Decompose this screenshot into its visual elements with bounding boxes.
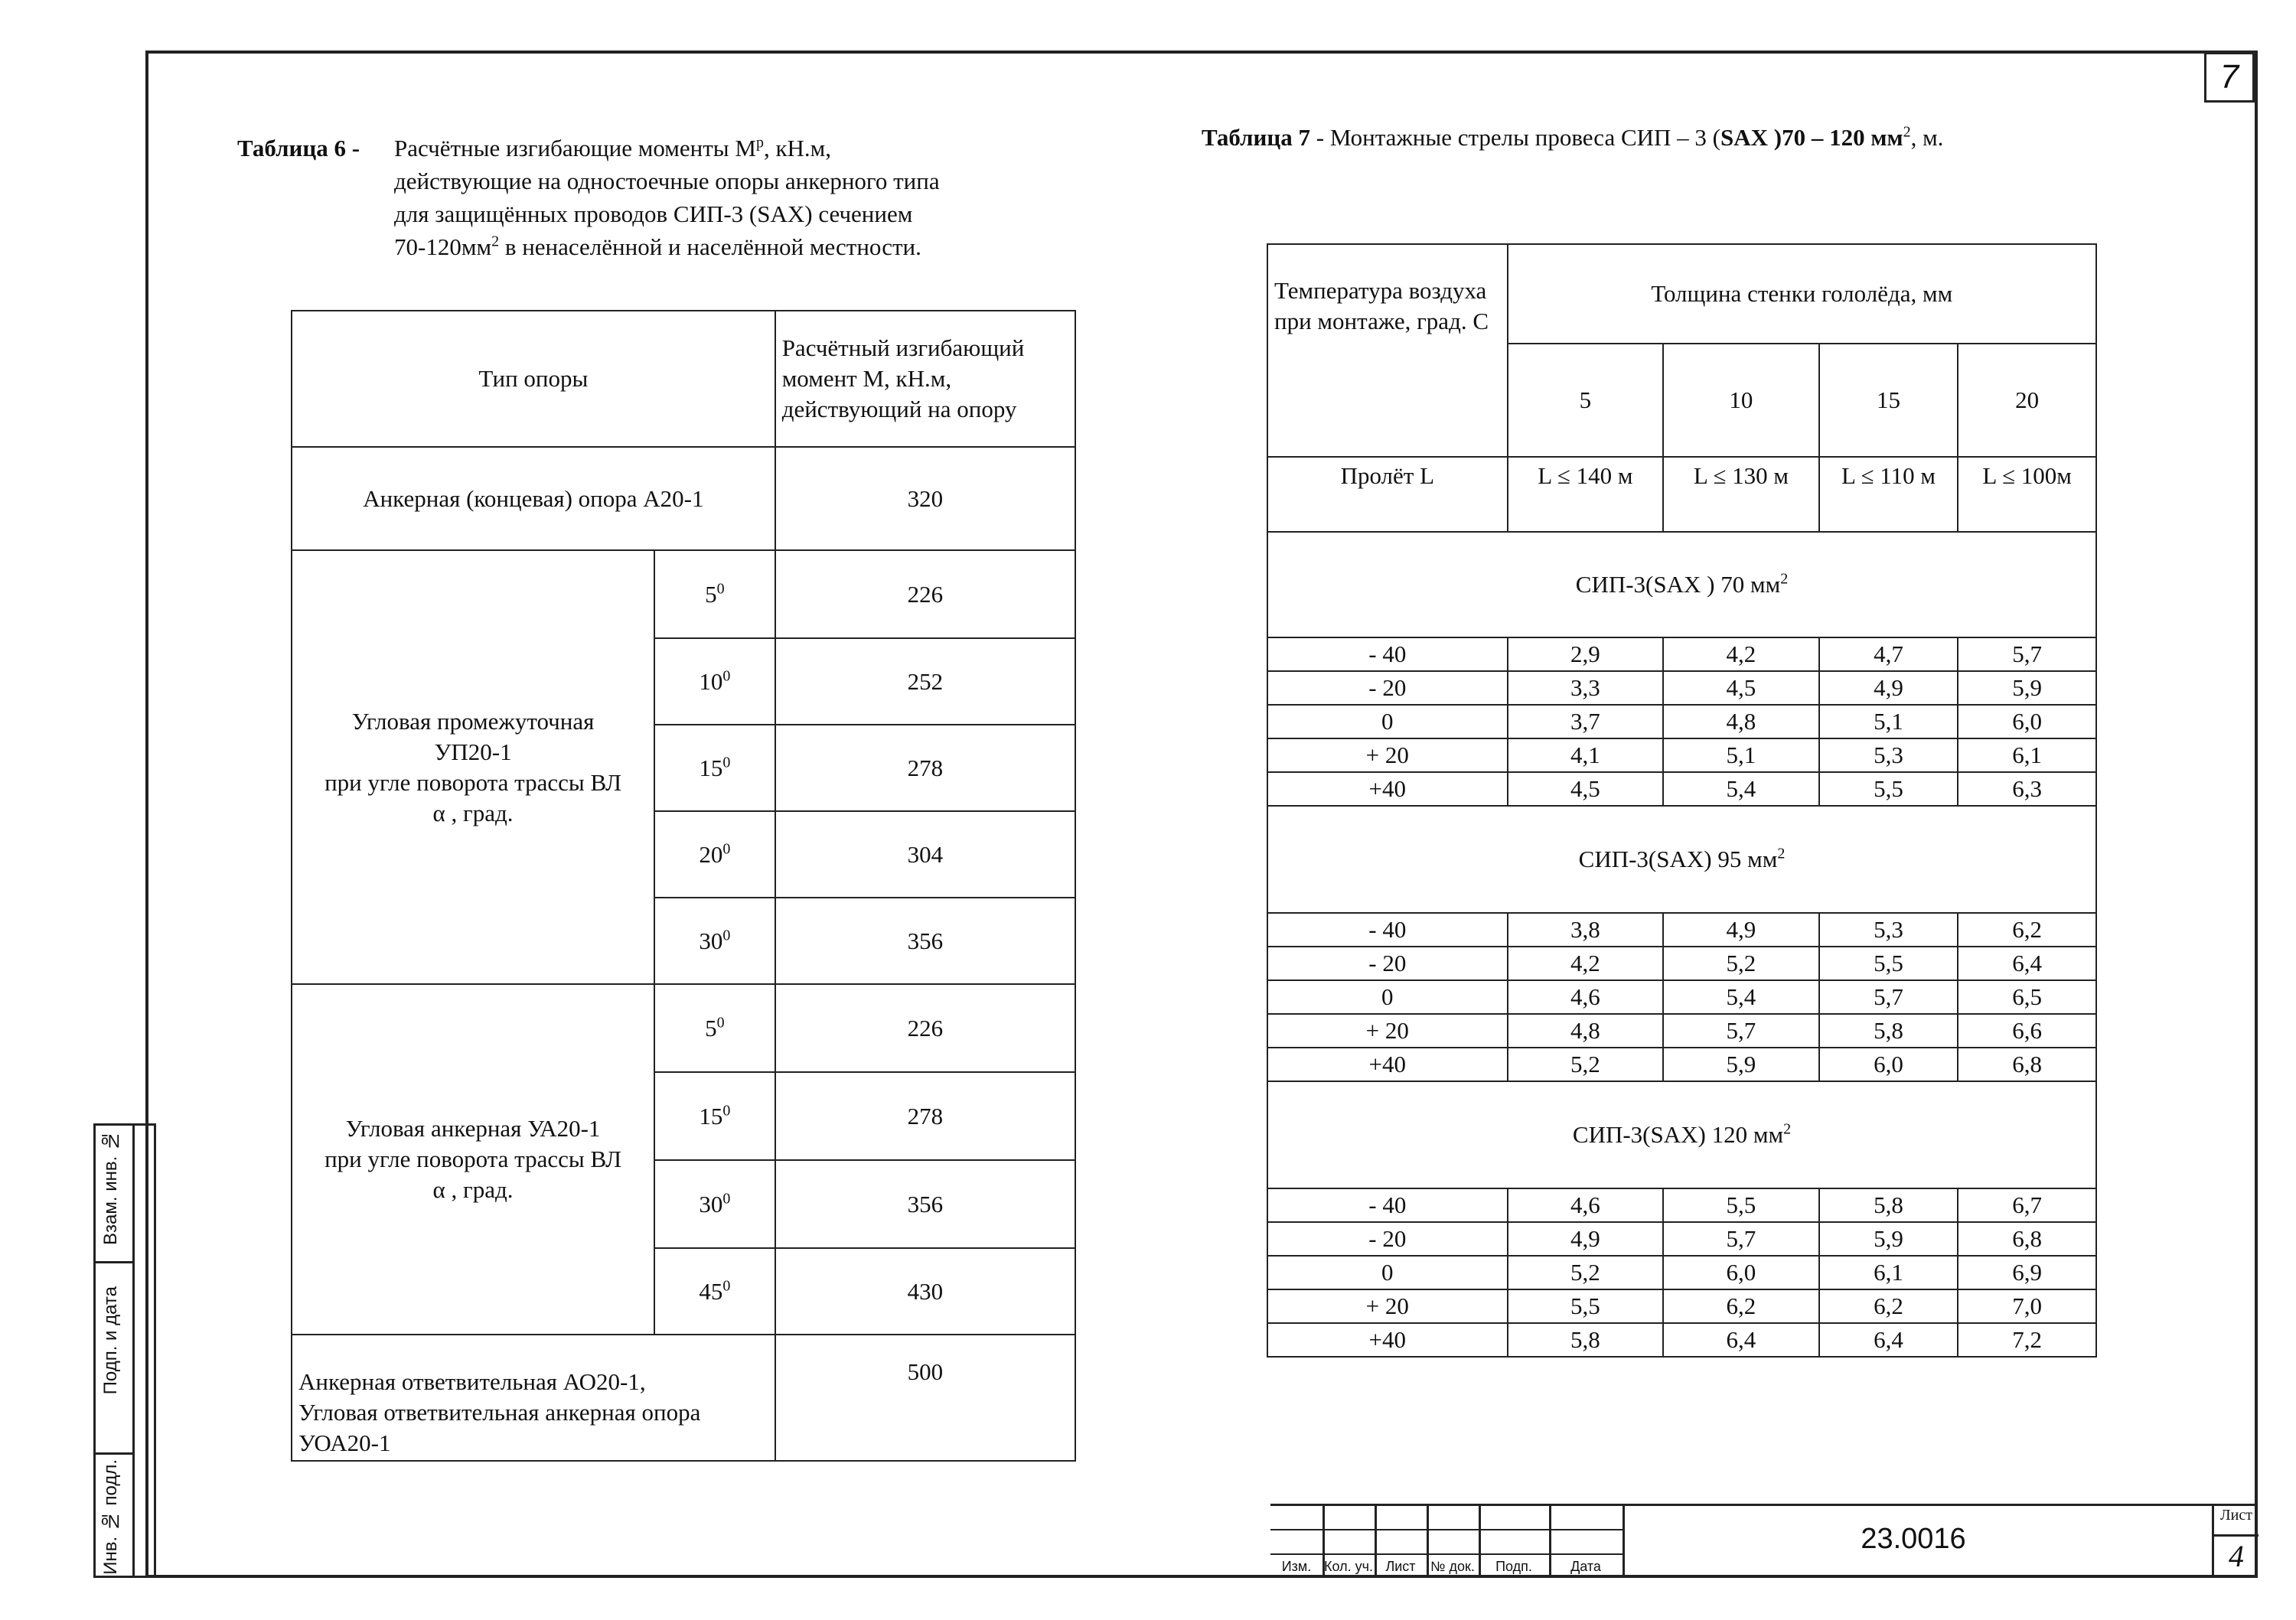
table7-title-text: - Монтажные стрелы провеса СИП – 3 ( bbox=[1310, 124, 1720, 151]
document-code: 23.0016 bbox=[1861, 1523, 1966, 1555]
table7-cell: 5,2 bbox=[1663, 947, 1819, 980]
table7-cell: 6,3 bbox=[1958, 772, 2096, 806]
table7-temp: +40 bbox=[1267, 772, 1508, 806]
table7-cell: 6,6 bbox=[1958, 1014, 2096, 1048]
table7-cell: 5,8 bbox=[1819, 1014, 1958, 1048]
table7-cell: 6,0 bbox=[1958, 705, 2096, 738]
table7-cell: 3,3 bbox=[1508, 671, 1664, 705]
side-stamp bbox=[93, 1123, 156, 1578]
table6-anchor-end-name: Анкерная (концевая) опора А20-1 bbox=[292, 447, 775, 550]
side-stamp-label: Взам. инв. № bbox=[100, 1130, 121, 1245]
table7-section-title: СИП-3(SAX) 120 $мм^2$ bbox=[1267, 1081, 2096, 1188]
table6-corner-intermediate-name: Угловая промежуточная УП20-1 при угле поворота трассы ВЛ α , град. bbox=[292, 550, 654, 984]
table7-cell: 5,8 bbox=[1819, 1188, 1958, 1222]
table7-cell: 5,3 bbox=[1819, 913, 1958, 947]
table7-cell: 4,9 bbox=[1819, 671, 1958, 705]
table7-cell: 4,9 bbox=[1508, 1222, 1664, 1256]
sheet-number: 4 bbox=[2214, 1534, 2258, 1576]
title-block-grid bbox=[1270, 1506, 1623, 1578]
table7-cell: 7,0 bbox=[1958, 1289, 2096, 1323]
table7-cell: 6,8 bbox=[1958, 1222, 2096, 1256]
table7-cell: 6,1 bbox=[1958, 738, 2096, 772]
table7-temp: +40 bbox=[1267, 1048, 1508, 1081]
table7-ice-15: 15 bbox=[1819, 344, 1958, 457]
table7-cell: 4,5 bbox=[1663, 671, 1819, 705]
table7 bbox=[1267, 243, 2097, 1358]
table7-cell: 6,4 bbox=[1663, 1323, 1819, 1357]
table7-span: L ≤ 140 м bbox=[1508, 457, 1664, 532]
table7-title-sup: 2 bbox=[1903, 123, 1911, 141]
table7-temp: + 20 bbox=[1267, 738, 1508, 772]
side-stamp-cell bbox=[96, 1455, 132, 1576]
table6-angle: $5^0$ bbox=[654, 550, 775, 638]
table7-section-title: СИП-3(SAX ) 70 $мм^2$ bbox=[1267, 532, 2096, 637]
table7-temp: 0 bbox=[1267, 705, 1508, 738]
table7-cell: 4,6 bbox=[1508, 1188, 1664, 1222]
table7-cell: 5,9 bbox=[1663, 1048, 1819, 1081]
table7-header-temp: Температура воздуха при монтаже, град. С bbox=[1267, 244, 1508, 457]
table7-temp: + 20 bbox=[1267, 1289, 1508, 1323]
table7-cell: 3,8 bbox=[1508, 913, 1664, 947]
table6-value: 252 bbox=[775, 638, 1075, 725]
table6-angle: $20^0$ bbox=[654, 811, 775, 898]
table7-cell: 5,2 bbox=[1508, 1256, 1664, 1289]
table6-value: 278 bbox=[775, 725, 1075, 811]
table7-cell: 4,8 bbox=[1508, 1014, 1664, 1048]
table7-cell: 4,6 bbox=[1508, 980, 1664, 1014]
table6-branch-name: Анкерная ответвительная АО20-1, Угловая ответвительная анкерная опора УОА20-1 bbox=[292, 1335, 775, 1461]
title-block-col: Подп. bbox=[1495, 1559, 1532, 1574]
table7-cell: 4,1 bbox=[1508, 738, 1664, 772]
table6-header-moment: Расчётный изгибающий момент М, кН.м, действующий на опору bbox=[775, 311, 1075, 447]
table7-cell: 5,1 bbox=[1819, 705, 1958, 738]
table7-cell: 6,2 bbox=[1819, 1289, 1958, 1323]
table7-cell: 3,7 bbox=[1508, 705, 1664, 738]
table6-value: 356 bbox=[775, 898, 1075, 984]
table7-title bbox=[1202, 121, 2197, 154]
table6-title-line: Расчётные изгибающие моменты М bbox=[394, 135, 756, 161]
table7-cell: 2,9 bbox=[1508, 637, 1664, 671]
table7-cell: 5,5 bbox=[1663, 1188, 1819, 1222]
table7-cell: 5,4 bbox=[1663, 980, 1819, 1014]
table7-span: L ≤ 130 м bbox=[1663, 457, 1819, 532]
table6-value: 226 bbox=[775, 550, 1075, 638]
table7-temp: - 40 bbox=[1267, 637, 1508, 671]
title-block-col: Кол. уч. bbox=[1324, 1559, 1373, 1574]
table7-cell: 5,8 bbox=[1508, 1323, 1664, 1357]
table7-cell: 6,0 bbox=[1819, 1048, 1958, 1081]
table7-span-label: Пролёт L bbox=[1267, 457, 1508, 532]
table6-corner-anchor-name: Угловая анкерная УА20-1 при угле поворота трассы ВЛ α , град. bbox=[292, 984, 654, 1335]
table7-section-title: СИП-3(SAX) 95 $мм^2$ bbox=[1267, 806, 2096, 913]
title-block-col: Изм. bbox=[1281, 1559, 1312, 1574]
side-stamp-label: Инв. № подл. bbox=[100, 1459, 121, 1575]
table7-cell: 6,8 bbox=[1958, 1048, 2096, 1081]
table7-span: L ≤ 100м bbox=[1958, 457, 2096, 532]
table7-cell: 5,5 bbox=[1819, 947, 1958, 980]
table6-title-sup: р bbox=[755, 134, 764, 152]
table7-cell: 5,2 bbox=[1508, 1048, 1664, 1081]
table7-cell: 6,7 bbox=[1958, 1188, 2096, 1222]
table7-cell: 5,5 bbox=[1508, 1289, 1664, 1323]
table6-value: 304 bbox=[775, 811, 1075, 898]
table6-angle: $15^0$ bbox=[654, 1072, 775, 1160]
table7-cell: 5,9 bbox=[1958, 671, 2096, 705]
table6-title-suffix: , кН.м, bbox=[763, 135, 832, 161]
table6-angle: $5^0$ bbox=[654, 984, 775, 1072]
table6 bbox=[291, 310, 1076, 1462]
table7-cell: 5,9 bbox=[1819, 1222, 1958, 1256]
table7-ice-5: 5 bbox=[1508, 344, 1664, 457]
table7-temp: 0 bbox=[1267, 980, 1508, 1014]
title-block-col: Лист bbox=[1385, 1559, 1416, 1574]
side-stamp-label: Подп. и дата bbox=[100, 1286, 121, 1395]
table6-angle: $10^0$ bbox=[654, 638, 775, 725]
table7-cell: 5,5 bbox=[1819, 772, 1958, 806]
table7-cell: 6,9 bbox=[1958, 1256, 2096, 1289]
table7-title-suffix: , м. bbox=[1910, 124, 1944, 151]
table7-temp: - 20 bbox=[1267, 1222, 1508, 1256]
table6-title-line: для защищённых проводов СИП-3 (SAX) сечением bbox=[394, 200, 913, 227]
table6-branch-value: 500 bbox=[775, 1335, 1075, 1461]
table6-title-suffix: в ненаселённой и населённой местности. bbox=[499, 233, 921, 260]
table7-cell: 6,0 bbox=[1663, 1256, 1819, 1289]
table6-angle: $15^0$ bbox=[654, 725, 775, 811]
table6-header-type: Тип опоры bbox=[292, 311, 775, 447]
table7-temp: - 40 bbox=[1267, 913, 1508, 947]
table6-value: 356 bbox=[775, 1160, 1075, 1248]
table7-cell: 4,9 bbox=[1663, 913, 1819, 947]
table7-cell: 5,7 bbox=[1819, 980, 1958, 1014]
table7-cell: 4,2 bbox=[1508, 947, 1664, 980]
table6-angle: $45^0$ bbox=[654, 1248, 775, 1335]
table6-title-sup: 2 bbox=[491, 233, 500, 250]
table6-label: Таблица 6 - bbox=[237, 135, 360, 161]
table7-cell: 5,7 bbox=[1663, 1222, 1819, 1256]
table7-cell: 5,1 bbox=[1663, 738, 1819, 772]
table7-label: Таблица 7 bbox=[1202, 124, 1310, 151]
table7-cell: 6,4 bbox=[1958, 947, 2096, 980]
table6-angle: $30^0$ bbox=[654, 898, 775, 984]
table7-cell: 4,8 bbox=[1663, 705, 1819, 738]
table6-value: 430 bbox=[775, 1248, 1075, 1335]
table7-temp: 0 bbox=[1267, 1256, 1508, 1289]
table6-title-line: 70-120мм bbox=[394, 233, 492, 260]
table6-title-line: действующие на одностоечные опоры анкерного типа bbox=[394, 168, 940, 194]
sheet-box bbox=[2212, 1504, 2258, 1578]
table6-value: 226 bbox=[775, 984, 1075, 1072]
table7-cell: 5,3 bbox=[1819, 738, 1958, 772]
table7-temp: - 20 bbox=[1267, 671, 1508, 705]
table7-temp: + 20 bbox=[1267, 1014, 1508, 1048]
table7-cell: 6,5 bbox=[1958, 980, 2096, 1014]
table6-anchor-end-value: 320 bbox=[775, 447, 1075, 550]
table7-title-bold: SAX )70 – 120 мм bbox=[1720, 124, 1903, 151]
table7-header-ice: Толщина стенки гололёда, мм bbox=[1508, 244, 2096, 344]
table7-cell: 5,7 bbox=[1663, 1014, 1819, 1048]
table7-cell: 4,7 bbox=[1819, 637, 1958, 671]
table7-cell: 7,2 bbox=[1958, 1323, 2096, 1357]
title-block-col: № док. bbox=[1430, 1559, 1475, 1574]
table7-cell: 4,5 bbox=[1508, 772, 1664, 806]
table7-cell: 6,4 bbox=[1819, 1323, 1958, 1357]
table7-temp: - 20 bbox=[1267, 947, 1508, 980]
table7-cell: 5,7 bbox=[1958, 637, 2096, 671]
table6-value: 278 bbox=[775, 1072, 1075, 1160]
table6-angle: $30^0$ bbox=[654, 1160, 775, 1248]
table7-ice-20: 20 bbox=[1958, 344, 2096, 457]
page-number: 7 bbox=[2204, 52, 2255, 103]
side-stamp-cell bbox=[96, 1126, 132, 1263]
table7-span: L ≤ 110 м bbox=[1819, 457, 1958, 532]
table7-temp: - 40 bbox=[1267, 1188, 1508, 1222]
table7-temp: +40 bbox=[1267, 1323, 1508, 1357]
side-stamp-cell bbox=[96, 1263, 132, 1455]
table7-cell: 4,2 bbox=[1663, 637, 1819, 671]
sheet-label: Лист bbox=[2220, 1507, 2252, 1524]
table7-cell: 6,1 bbox=[1819, 1256, 1958, 1289]
table7-cell: 5,4 bbox=[1663, 772, 1819, 806]
table7-ice-10: 10 bbox=[1663, 344, 1819, 457]
table7-cell: 6,2 bbox=[1663, 1289, 1819, 1323]
title-block-col: Дата bbox=[1570, 1559, 1601, 1574]
table7-cell: 6,2 bbox=[1958, 913, 2096, 947]
